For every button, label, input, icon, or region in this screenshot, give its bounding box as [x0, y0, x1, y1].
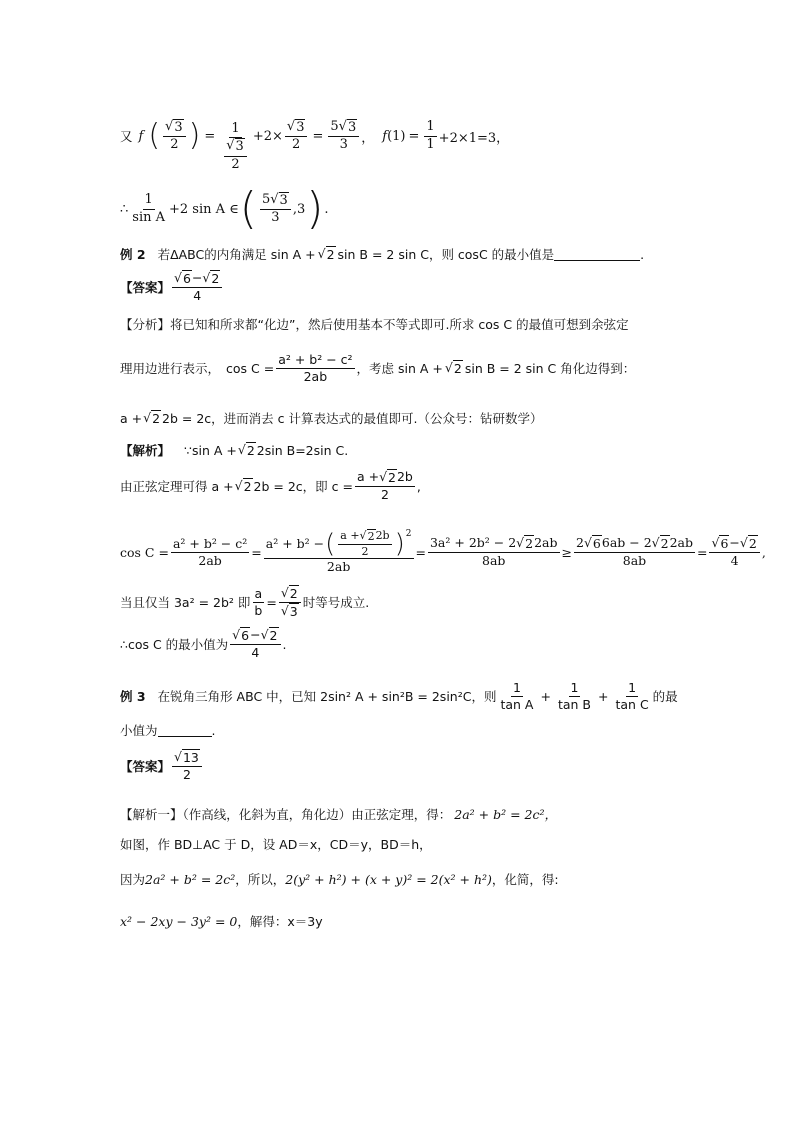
inner-frac: a + √ 2 2b 2 [340, 528, 390, 558]
cos-fraction [276, 352, 354, 384]
comma: , [761, 544, 766, 560]
denominator: 4 [730, 553, 739, 568]
answer-2 [120, 270, 224, 304]
min-fraction: √ 6 − √ 2 4 [230, 627, 280, 660]
denominator: sin A [132, 209, 166, 225]
ge-symbol: ≥ [561, 544, 572, 560]
radicand: 2 [453, 361, 462, 376]
radicand: 2 [243, 479, 252, 494]
text: 在锐角三角形 ABC 中，已知 2sin² A + sin²B = 2sin²C，则 [157, 689, 497, 704]
period: . [324, 201, 329, 217]
text: ∴cos C 的最小值为 [120, 637, 229, 652]
text: ，解得：x＝3y [237, 914, 323, 929]
radicand: 6 [241, 628, 250, 644]
plus-2x: +2× [252, 128, 283, 144]
frac-sqrt3-over-2b: √ 3 2 [285, 119, 308, 154]
radicand: 3 [174, 119, 183, 135]
frac-2: a² + b² − ( a + √ 2 2b 2 ) $^2$ 2ab [265, 528, 412, 575]
radicand: 6 [720, 536, 729, 552]
denominator: 4 [193, 288, 202, 303]
radicand: 2 [525, 536, 534, 552]
text: 理用边进行表示， [120, 361, 221, 376]
denominator: 2 [170, 137, 179, 152]
a-over-b [252, 586, 264, 618]
analysis-line-1 [120, 314, 629, 334]
denominator: 2 [292, 137, 301, 152]
radicand: 2 [748, 536, 757, 552]
answer-fraction: √ 13 2 [172, 749, 202, 782]
equals: = [408, 128, 420, 144]
text: sin B = 2 sin C，则 cosC 的最小值是 [337, 247, 555, 262]
denominator: tan B [557, 696, 591, 712]
inner-frac: √ 3 2 [224, 138, 247, 173]
comma: ， [361, 130, 375, 146]
numerator-part: 2ab [534, 535, 558, 551]
minus: − [729, 535, 740, 551]
answer-label: 【答案】 [120, 280, 171, 295]
numerator: 1 [424, 119, 436, 136]
text: 因为 [120, 872, 146, 887]
answer-blank [554, 247, 640, 261]
radicand: 3 [296, 119, 305, 135]
text: sin B = 2 sin C 角化边得到： [464, 361, 636, 376]
radicand: 2 [388, 470, 396, 486]
numerator: 1 [229, 121, 241, 138]
numerator: 1 [512, 679, 521, 695]
equation: x² − 2xy − 3y² = 0 [120, 913, 238, 929]
frac-1-over-sinA [130, 192, 167, 226]
therefore-symbol: ∴ [120, 201, 129, 217]
equation: 2(y² + h²) + (x + y)² = 2(x² + h²) [285, 871, 492, 887]
answer-fraction: √ 6 − √ 2 4 [172, 270, 222, 303]
denominator: 2ab [198, 552, 222, 568]
numerator: 1 [143, 192, 155, 209]
frac-tanC [613, 680, 650, 712]
example-label: 例 2 [120, 247, 146, 262]
equation: 2a² + b² = 2c² [145, 871, 236, 887]
frac-tanA [498, 680, 535, 712]
numerator: a² + b² − c² [172, 535, 248, 551]
denominator: 3 [271, 210, 280, 225]
numerator-part: 2 [576, 535, 584, 551]
equals: = [312, 128, 324, 144]
radicand: 2 [660, 536, 669, 552]
denominator: 1 [426, 136, 435, 152]
text: 当且仅当 3a² = 2b² 即 [120, 595, 251, 610]
inner-den: 2 [361, 544, 369, 558]
denominator: 2 [231, 156, 240, 172]
solution-label: 【解析】 [120, 443, 171, 458]
text: ，化简，得: [491, 872, 559, 887]
denominator: tan C [615, 696, 649, 712]
solution-line-2: 由正弦定理可得 a + √ 2 2b = 2c，即 c = a + √ 2 2b 2 , [120, 469, 421, 502]
cosc-text: cos C = [226, 360, 275, 376]
cos-c: cos C = [120, 544, 169, 560]
equals: = [266, 594, 277, 610]
denominator: 2 [380, 487, 389, 502]
solution3-line-3 [120, 868, 559, 890]
solution-line-1: 【解析】 ∵sin A + √ 2 2sin B=2sin C. [120, 442, 349, 458]
paren-close: ) [306, 183, 324, 234]
c-fraction: a + √ 2 2b 2 [356, 469, 413, 502]
text: 的最 [652, 689, 678, 704]
numerator-part: 2ab [669, 535, 693, 551]
arg-one: (1) [387, 128, 406, 144]
text-you: 又 [120, 129, 133, 144]
answer-blank [158, 723, 212, 737]
sqrt2-over-sqrt3: √ 2 √ 3 [279, 585, 301, 619]
example-3: 例 3 在锐角三角形 ABC 中，已知 2sin² A + sin²B = 2sin²C，则 $\frac{1}{\text{tan A}}$ + $\frac{1}{\text{tan B}}$ + $\frac{1}{\text{tan C}}$ 的最 [120, 679, 678, 712]
example-label: 例 3 [120, 689, 146, 704]
analysis-text: 【分析】将已知和所求都“化边”，然后使用基本不等式即可.所求 cos C 的最值可想到余弦定 [120, 317, 629, 332]
numerator: a² + b² − c² [278, 351, 353, 367]
denominator: 4 [251, 645, 260, 660]
tail: ,3 [292, 201, 306, 217]
radicand: 3 [279, 192, 288, 208]
period: . [640, 246, 645, 262]
numerator-part: 6ab − 2 [601, 535, 652, 551]
paren-open: ( [239, 183, 257, 234]
frac-1 [171, 536, 249, 568]
frac-5: √ 6 − √ 2 4 [709, 535, 759, 568]
solution3-line-1 [120, 804, 560, 824]
denominator: 8ab [482, 553, 506, 568]
text: 如图，作 BD⊥AC 于 D，设 AD＝x，CD＝y，BD＝h， [120, 837, 432, 852]
numerator: a [254, 585, 263, 601]
five: 5 [330, 118, 339, 134]
minus: − [191, 270, 203, 286]
paren-open: ( [148, 118, 161, 153]
line-f-values [120, 106, 510, 172]
solution3-line-2 [120, 834, 432, 854]
radicand: 3 [235, 139, 244, 155]
solution-line-5 [120, 626, 286, 662]
text: 【解析一】（作高线，化斜为直，角化边）由正弦定理，得： [120, 807, 452, 822]
solution-cos-chain [120, 512, 766, 592]
tail: +2×1=3， [438, 130, 510, 146]
minus: − [250, 627, 261, 643]
radicand: 3 [347, 119, 357, 135]
answer-3 [120, 746, 204, 786]
frac-5sqrt3-over-3: 5 √ 3 3 [260, 192, 291, 227]
text: ∵sin A + [184, 442, 237, 458]
numerator-part: a² + b² − [265, 535, 325, 551]
numerator-part: 3a² + 2b² − 2 [429, 535, 517, 551]
denominator: 2ab [303, 368, 328, 384]
radicand: 2 [367, 529, 375, 543]
paren-close: ) [188, 118, 201, 153]
inner-num: a + [340, 528, 360, 542]
denominator: tan A [500, 696, 534, 712]
radicand: 6 [182, 271, 191, 287]
radicand: 3 [289, 603, 298, 619]
period: . [282, 636, 287, 652]
radicand: 2 [152, 411, 161, 426]
frac-4: 2 √ 6 6ab − 2 √ 2 2ab 8ab [576, 535, 693, 568]
equals: = [415, 544, 426, 560]
example-2: 例 2 若ΔABC的内角满足 sin A + √ 2 sin B = 2 sin C，则 cosC 的最小值是 . [120, 246, 645, 262]
denominator: 3 [339, 137, 348, 152]
equals: = [697, 544, 708, 560]
frac-1-over-sqrt3-over-2 [220, 121, 251, 173]
five: 5 [261, 191, 271, 207]
period: . [211, 722, 216, 738]
radicand: 2 [269, 628, 278, 644]
frac-5sqrt3-over-3: 5 √ 3 3 [328, 119, 359, 154]
answer-label: 【答案】 [120, 759, 171, 774]
text: 2sin B=2sin C. [256, 442, 349, 458]
denominator: 2ab [326, 559, 351, 575]
solution-line-4 [120, 584, 369, 620]
comma: , [416, 478, 421, 494]
text: ，所以， [235, 872, 286, 887]
line-range [120, 184, 329, 234]
text: 2b = 2c，即 c = [253, 479, 353, 494]
text: 由正弦定理可得 a + [120, 479, 234, 494]
radicand: 6 [592, 536, 601, 552]
numerator-part: a + [356, 469, 380, 485]
analysis-line-3: a + √ 2 2b = 2c，进而消去 c 计算表达式的最值即可.（公众号：钻研数学） [120, 410, 543, 426]
inner-num: 2b [375, 528, 390, 542]
frac-3: 3a² + 2b² − 2 √ 2 2ab 8ab [429, 535, 558, 568]
equals: = [204, 128, 216, 144]
radicand: 13 [182, 750, 199, 766]
example-3-line-2 [120, 720, 216, 740]
analysis-line-2: 理用边进行表示， cos C = $\frac{\text{a² + b² − c²}}{2ab}$ ，考虑 sin A + √ 2 sin B = 2 sin C 角化边得到： [120, 351, 636, 384]
denominator: 8ab [622, 553, 647, 568]
text: 小值为 [120, 723, 158, 738]
text: ，考虑 sin A + [356, 361, 443, 376]
f-symbol: f [138, 128, 144, 144]
frac-tanB [556, 680, 593, 712]
numerator-part: 2b [396, 469, 413, 485]
mid-text: +2 sin A ∈ [169, 201, 239, 217]
denominator: 2 [182, 767, 191, 782]
radicand: 2 [211, 271, 220, 287]
solution3-line-4 [120, 910, 323, 932]
numerator: 1 [570, 679, 579, 695]
text: 若ΔABC的内角满足 sin A + [157, 247, 316, 262]
radicand: 2 [326, 247, 335, 262]
radicand: 2 [289, 585, 298, 601]
equation: 2a² + b² = 2c²， [454, 807, 558, 822]
text: 时等号成立. [302, 595, 370, 610]
f-symbol-2: f [382, 128, 388, 144]
text: 2b = 2c，进而消去 c 计算表达式的最值即可.（公众号：钻研数学） [162, 411, 543, 426]
denominator: b [254, 602, 263, 618]
frac-sqrt3-over-2: √ 3 2 [163, 119, 186, 154]
numerator: 1 [628, 679, 637, 695]
text: a + [120, 410, 143, 426]
frac-1-over-1 [424, 119, 436, 153]
equals: = [251, 544, 262, 560]
radicand: 2 [246, 443, 255, 458]
